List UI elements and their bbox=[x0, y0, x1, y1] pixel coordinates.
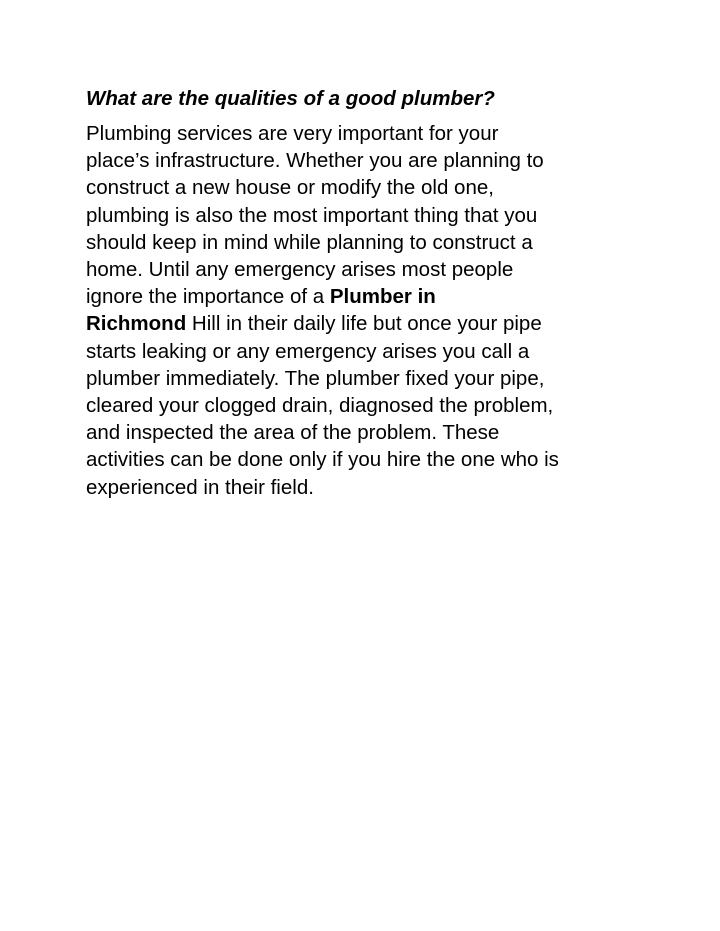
paragraph-line bbox=[86, 120, 646, 147]
text-segment: experienced in their field. bbox=[86, 475, 314, 499]
text-segment: plumber immediately. The plumber fixed your pipe, bbox=[86, 366, 545, 390]
keyword-emphasis: Plumber in bbox=[329, 285, 436, 309]
text-segment: should keep in mind while planning to construct a bbox=[86, 230, 533, 254]
page-title: What are the qualities of a good plumber? bbox=[86, 87, 495, 110]
paragraph-line bbox=[86, 446, 646, 473]
paragraph-line bbox=[86, 338, 646, 365]
text-segment: starts leaking or any emergency arises you call a bbox=[86, 339, 530, 363]
paragraph-line bbox=[86, 419, 646, 446]
text-segment: Hill in their daily life but once your pipe bbox=[186, 312, 542, 336]
text-segment: Plumbing services are very important for your bbox=[86, 122, 499, 145]
text-segment: activities can be done only if you hire the one who is bbox=[86, 448, 559, 472]
paragraph-line bbox=[86, 310, 646, 337]
text-segment: ignore the importance of a bbox=[86, 285, 330, 309]
paragraph-line bbox=[86, 474, 646, 501]
paragraph-line bbox=[86, 202, 646, 229]
paragraph-line bbox=[86, 174, 646, 201]
paragraph-line bbox=[86, 392, 646, 419]
paragraph-line bbox=[86, 229, 646, 256]
text-segment: and inspected the area of the problem. These bbox=[86, 421, 500, 445]
text-segment: plumbing is also the most important thing that you bbox=[86, 203, 538, 227]
paragraph-line bbox=[86, 283, 646, 310]
paragraph-line bbox=[86, 365, 646, 392]
text-segment: construct a new house or modify the old one, bbox=[86, 176, 494, 200]
paragraph-line bbox=[86, 256, 646, 283]
paragraph-line bbox=[86, 147, 646, 174]
text-segment: cleared your clogged drain, diagnosed the problem, bbox=[86, 394, 554, 418]
body-paragraph bbox=[86, 120, 646, 501]
text-segment: home. Until any emergency arises most people bbox=[86, 258, 514, 282]
document-content bbox=[86, 84, 646, 501]
keyword-emphasis: Richmond bbox=[86, 312, 187, 336]
text-segment: place’s infrastructure. Whether you are planning to bbox=[86, 149, 544, 173]
